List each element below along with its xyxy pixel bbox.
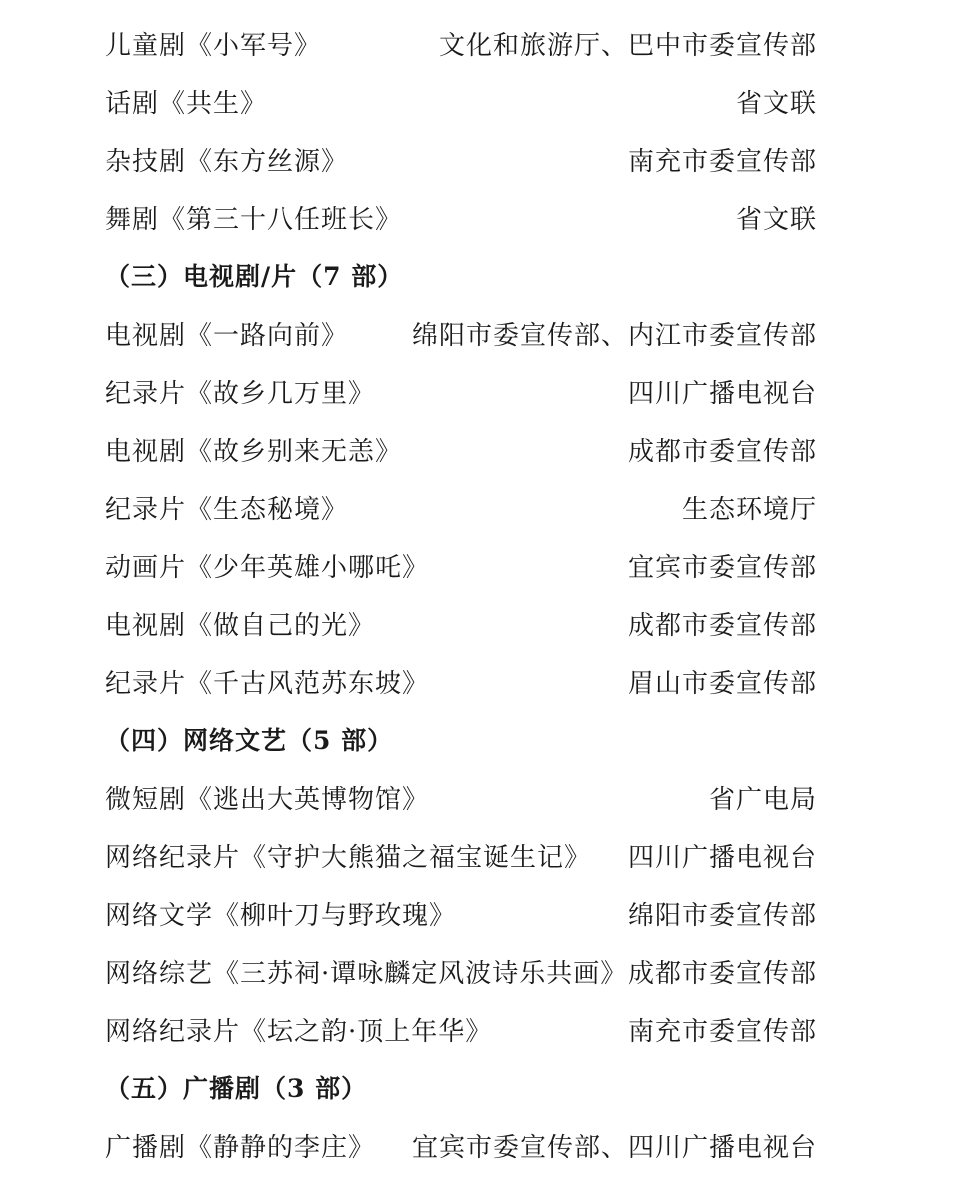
work-title: 杂技剧《东方丝源》 — [105, 146, 349, 177]
list-item — [105, 1006, 817, 1052]
organization: 四川广播电视台 — [627, 842, 817, 873]
list-item — [105, 426, 817, 472]
section-heading-tv: （三）电视剧/片（7 部） — [105, 262, 404, 291]
organization: 省广电局 — [708, 784, 817, 815]
organization: 眉山市委宣传部 — [627, 668, 817, 699]
organization: 成都市委宣传部 — [627, 610, 817, 641]
organization: 宜宾市委宣传部、四川广播电视台 — [411, 1132, 817, 1163]
list-item — [105, 774, 817, 820]
work-title: 电视剧《做自己的光》 — [105, 610, 376, 641]
section-heading-radio: （五）广播剧（3 部） — [105, 1074, 368, 1103]
work-title: 网络综艺《三苏祠·谭咏麟定风波诗乐共画》 — [105, 958, 628, 989]
organization: 四川广播电视台 — [627, 378, 817, 409]
work-title: 儿童剧《小军号》 — [105, 30, 322, 61]
work-title: 微短剧《逃出大英博物馆》 — [105, 784, 430, 815]
list-item — [105, 658, 817, 704]
organization: 文化和旅游厅、巴中市委宣传部 — [438, 30, 817, 61]
list-item — [105, 1122, 817, 1168]
organization: 省文联 — [735, 88, 817, 119]
list-item — [105, 368, 817, 414]
list-item — [105, 20, 817, 66]
list-item — [105, 600, 817, 646]
list-item — [105, 890, 817, 936]
organization: 南充市委宣传部 — [627, 146, 817, 177]
list-item — [105, 136, 817, 182]
work-title: 动画片《少年英雄小哪吒》 — [105, 552, 430, 583]
work-title: 话剧《共生》 — [105, 88, 268, 119]
list-item — [105, 948, 817, 994]
organization: 省文联 — [735, 204, 817, 235]
organization: 绵阳市委宣传部、内江市委宣传部 — [411, 320, 817, 351]
organization: 成都市委宣传部 — [627, 436, 817, 467]
work-title: 网络文学《柳叶刀与野玫瑰》 — [105, 900, 457, 931]
list-item — [105, 542, 817, 588]
list-item — [105, 484, 817, 530]
work-title: 纪录片《故乡几万里》 — [105, 378, 376, 409]
list-item — [105, 78, 817, 124]
work-title: 网络纪录片《守护大熊猫之福宝诞生记》 — [105, 842, 592, 873]
list-item — [105, 310, 817, 356]
work-title: 电视剧《一路向前》 — [105, 320, 349, 351]
organization: 成都市委宣传部 — [627, 958, 817, 989]
organization: 绵阳市委宣传部 — [627, 900, 817, 931]
work-title: 广播剧《静静的李庄》 — [105, 1132, 376, 1163]
list-item — [105, 832, 817, 878]
organization: 生态环境厅 — [681, 494, 817, 525]
work-title: 网络纪录片《坛之韵·顶上年华》 — [105, 1016, 493, 1047]
section-heading-online: （四）网络文艺（5 部） — [105, 726, 394, 755]
work-title: 舞剧《第三十八任班长》 — [105, 204, 403, 235]
work-title: 纪录片《生态秘境》 — [105, 494, 349, 525]
list-item — [105, 194, 817, 240]
organization: 宜宾市委宣传部 — [627, 552, 817, 583]
work-title: 纪录片《千古风范苏东坡》 — [105, 668, 430, 699]
organization: 南充市委宣传部 — [627, 1016, 817, 1047]
work-title: 电视剧《故乡别来无恙》 — [105, 436, 403, 467]
